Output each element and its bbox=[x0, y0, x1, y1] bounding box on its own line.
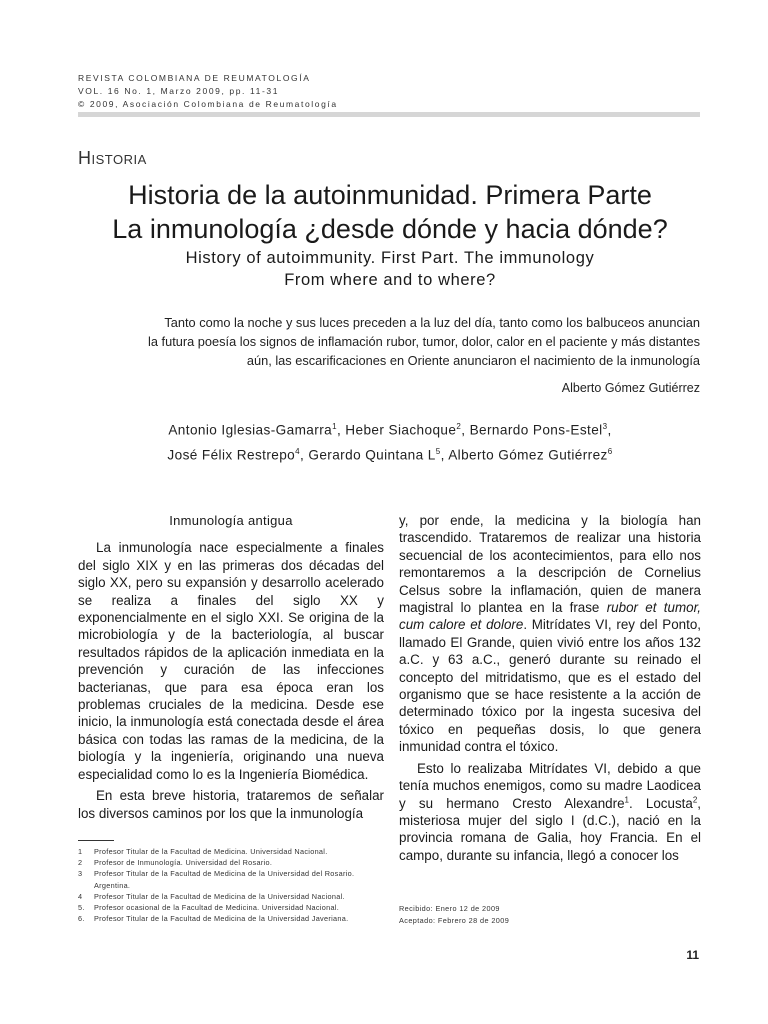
author-name: José Félix Restrepo bbox=[167, 447, 296, 463]
title-line-1: Historia de la autoinmunidad. Primera Parte bbox=[128, 180, 652, 210]
footnote: 1 Profesor Titular de la Facultad de Medicina. Universidad Nacional. bbox=[78, 847, 328, 856]
author-list bbox=[90, 416, 690, 465]
footnote: 6. Profesor Titular de la Facultad de Medicina de la Universidad Javeriana. bbox=[78, 914, 349, 924]
section-label bbox=[78, 148, 147, 169]
journal-header bbox=[78, 72, 338, 111]
received-date: Recibido: Enero 12 de 2009 bbox=[399, 904, 500, 913]
article-subtitle bbox=[70, 247, 710, 291]
author-name: Antonio Iglesias-Gamarra bbox=[168, 422, 333, 438]
page-number: 11 bbox=[686, 948, 699, 962]
body-paragraph: La inmunología nace especialmente a finales del siglo XIX y en las primeras dos décadas del siglo XX, pero su expansión y desarrollo acelerado se realiza a finales del siglo XX y exponencialmente en el siglo XXI. Se origina de la microbiología y de la bacteriología, al buscar resultados rápidos de la aplicación inmediata en la prevención y curación de las infecciones bacterianas, que para esa época eran los problemas cruciales de la medicina. Desde ese inicio, la inmunología está conectada desde el área básica con todas las ramas de la medicina, de la biología y la ingeniería, originando una nueva especialidad como lo es la Ingeniería Biomédica. bbox=[78, 540, 384, 782]
footnote: 5. Profesor ocasional de la Facultad de Medicina. Universidad Nacional. bbox=[78, 903, 340, 913]
epigraph bbox=[60, 313, 700, 370]
section-label-initial: H bbox=[78, 148, 92, 168]
latin-quote: rubor et tumor, cum calore et dolore bbox=[399, 600, 702, 633]
section-label-rest: ISTORIA bbox=[91, 152, 147, 167]
epigraph-line-2: la futura poesía los signos de inflamación rubor, tumor, dolor, calor en el paciente y más distantes bbox=[148, 334, 700, 349]
footnotes bbox=[78, 846, 388, 924]
epigraph-line-1: Tanto como la noche y sus luces preceden a la luz del día, tanto como los balbuceos anuncian bbox=[164, 315, 700, 330]
footnote-rule bbox=[78, 840, 114, 841]
reference-mark: 1 bbox=[624, 795, 629, 805]
author-affiliation-mark: 2 bbox=[456, 422, 462, 431]
author-line-1: Antonio Iglesias-Gamarra$^1$, Heber Siachoque$^2$, Bernardo Pons-Estel$^3$, bbox=[168, 422, 612, 438]
journal-name: REVISTA COLOMBIANA DE REUMATOLOGÍA bbox=[78, 73, 311, 83]
author-affiliation-mark: 3 bbox=[602, 422, 608, 431]
right-column bbox=[399, 512, 701, 864]
author-name: Alberto Gómez Gutiérrez bbox=[448, 447, 608, 463]
article-title bbox=[70, 178, 710, 246]
body-paragraph: En esta breve historia, trataremos de señalar los diversos caminos por los que la inmunología bbox=[78, 788, 384, 821]
author-name: Heber Siachoque bbox=[345, 422, 457, 438]
header-rule bbox=[78, 112, 700, 117]
journal-copyright: © 2009, Asociación Colombiana de Reumatología bbox=[78, 99, 338, 109]
submission-dates bbox=[399, 903, 509, 926]
epigraph-author: Alberto Gómez Gutiérrez bbox=[561, 381, 700, 395]
left-column bbox=[78, 513, 384, 822]
author-name: Gerardo Quintana L bbox=[308, 447, 436, 463]
author-affiliation-mark: 4 bbox=[295, 446, 300, 456]
footnote: 3 Profesor Titular de la Facultad de Medicina de la Universidad del Rosario. Argentina. bbox=[78, 869, 355, 890]
body-paragraph: y, por ende, la medicina y la biología han trascendido. Trataremos de realizar una historia secuencial de los acontecimientos, para ello nos remontaremos a la descripción de Cornelius Celsus sobre la inflamación, quien de manera magistral lo plantea en la frase rubor et tumor, cum calore et dolore. Mitrídates VI, rey del Ponto, llamado El Grande, quien vivió entre los años 132 a.C. y 63 a.C., generó durante su reinado el concepto del mitridatismo, que es el estado del organismo que se hace resistente a la acción de determinado tóxico por la ingesta sucesiva del tóxico en pequeñas dosis, lo que genera inmunidad contra el tóxico. bbox=[399, 513, 702, 755]
author-affiliation-mark: 6 bbox=[607, 446, 613, 456]
footnote: 2 Profesor de Inmunología. Universidad del Rosario. bbox=[78, 858, 273, 868]
author-line-2: José Félix Restrepo$^4$, Gerardo Quintana $L^5$, Alberto Gómez Gutiérrez$^6$ bbox=[167, 446, 613, 463]
reference-mark: 2 bbox=[692, 795, 698, 805]
accepted-date: Aceptado: Febrero 28 de 2009 bbox=[399, 915, 510, 925]
section-heading-inmunologia-antigua: Inmunología antigua bbox=[169, 513, 293, 528]
author-name: Bernardo Pons-Estel bbox=[469, 422, 603, 438]
journal-volume: VOL. 16 No. 1, Marzo 2009, pp. 11-31 bbox=[78, 86, 280, 96]
footnote: 4 Profesor Titular de la Facultad de Medicina de la Universidad Nacional. bbox=[78, 891, 345, 901]
subtitle-line-1: History of autoimmunity. First Part. The immunology bbox=[185, 249, 595, 267]
author-affiliation-mark: 5 bbox=[435, 446, 441, 456]
author-affiliation-mark: 1 bbox=[332, 422, 337, 431]
title-line-2: La inmunología ¿desde dónde y hacia dónde? bbox=[112, 214, 668, 244]
subtitle-line-2: From where and to where? bbox=[284, 271, 496, 289]
body-paragraph: Esto lo realizaba Mitrídates VI, debido a que tenía muchos enemigos, como su madre Laodicea y su hermano Cresto Alexandre$^1$. Locusta$^2$, misteriosa mujer del siglo I (d.C.), nació en la provincia romana de Galia, hoy Francia. En el campo, durante su infancia, llegó a conocer los bbox=[399, 760, 702, 863]
epigraph-line-3: aún, las escarificaciones en Oriente anunciaron el nacimiento de la inmunología bbox=[246, 353, 700, 368]
